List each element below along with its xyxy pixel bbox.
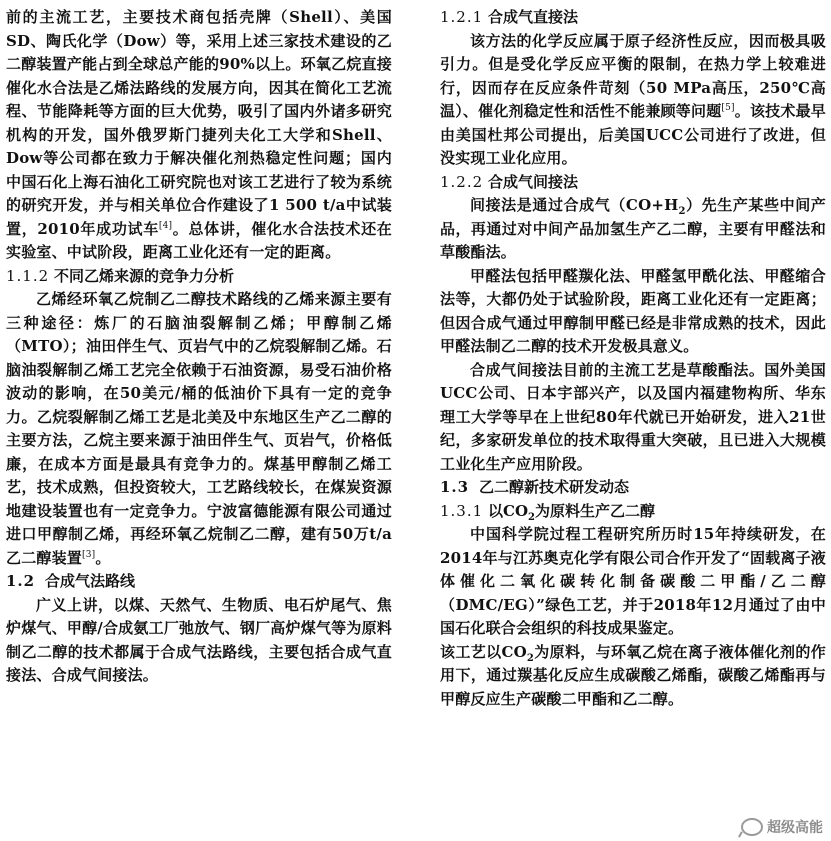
paragraph-co2-process: 中国科学院过程工程研究所历时15年持续研发，在2014年与江苏奥克化学有限公司合作开发了“固载离子液体催化二氧化碳转化制备碳酸二甲酯/乙二醇（DMC/EG）”绿色工艺，并于2018年12月通过了由中国石化联合会组织的科技成果鉴定。: [440, 525, 826, 637]
chat-bubble-icon: [741, 818, 763, 836]
paragraph-ethylene-hydration: 前的主流工艺，主要技术商包括壳牌（Shell）、美国SD、陶氏化学（Dow）等，采用上述三家技术建设的乙二醇装置产能占到全球总产能的90%以上。环氧乙烷直接催化水合法是乙烯法路线的发展方向，因其在简化工艺流程、节能降耗等方面的巨大优势，吸引了国内外诸多研究机构的开发，国外俄罗斯门捷列夫化工大学和Shell、Dow等公司都在致力于解决催化剂热稳定性问题；国内中国石化上海石油化工研究院也对该工艺进行了较为系统的研究开发，并与相关单位合作建设了1 500 t/a中试装置，2010年成功试车[4]。总体讲，催化水合法技术还在实验室、中试阶段，距离工业化还有一定的距离。: [6, 8, 392, 261]
citation-4: [4]: [158, 220, 173, 231]
heading-1-3-1: 1.3.1 以$CO_2$为原料生产乙二醇: [440, 501, 655, 523]
paragraph-syngas-route: 广义上讲，以煤、天然气、生物质、电石炉尾气、焦炉煤气、甲醇/合成氨工厂弛放气、钢厂高炉煤气等为原料制乙二醇的技术都属于合成气法路线，主要包括合成气直接法、合成气间接法。: [6, 595, 392, 684]
paragraph-ethylene-sources: 乙烯经环氧乙烷制乙二醇技术路线的乙烯来源主要有三种途径：炼厂的石脑油裂解制乙烯；甲醇制乙烯（MTO）；油田伴生气、页岩气中的乙烷裂解制乙烯。石脑油裂解制乙烯工艺完全依赖于石油资源，易受石油价格波动的影响，在50美元/桶的低油价下具有一定的竞争力。乙烷裂解制乙烯工艺是北美及中东地区生产乙二醇的主要方法，乙烷主要来源于油田伴生气、页岩气，价格低廉，在成本方面是最具有竞争力的。煤基甲醇制乙烯工艺，技术成熟，但投资较大，工艺路线较长，在煤炭资源地建设装置也有一定竞争力。宁波富德能源有限公司通过进口甲醇制乙烯，再经环氧乙烷制乙二醇，建有50万t/a乙二醇装置[3]。: [6, 290, 392, 567]
citation-3: [3]: [82, 549, 96, 560]
watermark-text: 超级高能: [767, 820, 823, 836]
heading-1-2-2: 1.2.2 合成气间接法: [440, 172, 579, 191]
heading-1-1-2: 1.1.2 不同乙烯来源的竞争力分析: [6, 266, 235, 285]
paragraph-formaldehyde-method: 甲醛法包括甲醛羰化法、甲醛氢甲酰化法、甲醛缩合法等，大都仍处于试验阶段，距离工业化还有一定距离；但因合成气通过甲醇制甲醛已经是非常成熟的技术，因此甲醛法制乙二醇的技术开发极具意义。: [440, 266, 826, 355]
paragraph-direct-method: 该方法的化学反应属于原子经济性反应，因而极具吸引力。但是受化学反应平衡的限制，在热力学上较难进行，因而存在反应条件苛刻（50 MPa高压，250℃高温）、催化剂稳定性和活性不能兼顾等问题[5]。该技术最早由美国杜邦公司提出，后美国UCC公司进行了改进，但没实现工业化应用。: [440, 31, 826, 167]
heading-1-2-1: 1.2.1 合成气直接法: [440, 8, 579, 26]
paragraph-oxalate-method: 合成气间接法目前的主流工艺是草酸酯法。国外美国UCC公司、日本宇部兴产，以及国内福建物构所、华东理工大学等早在上世纪80年代就已开始研发，进入21世纪，多家研发单位的技术取得重大突破，且已进入大规模工业化生产应用阶段。: [440, 360, 826, 473]
left-column: [6, 6, 392, 688]
right-column: [440, 6, 826, 711]
citation-5: [5]: [721, 103, 735, 113]
heading-1-2: 1.2 合成气法路线: [6, 572, 136, 590]
paragraph-co2-reaction: 该工艺以$CO_2$为原料，与环氧乙烷在离子液体催化剂的作用下，通过羰基化反应生成碳酸乙烯酯，碳酸乙烯酯再与甲醇反应生产碳酸二甲酯和乙二醇。: [440, 642, 826, 708]
heading-1-3: 1.3 乙二醇新技术研发动态: [440, 478, 630, 496]
paragraph-indirect-method: 间接法是通过合成气$(CO+H_2)$先生产某些中间产品，再通过对中间产品加氢生产乙二醇，主要有甲醛法和草酸酯法。: [440, 196, 826, 261]
watermark: [741, 817, 823, 837]
